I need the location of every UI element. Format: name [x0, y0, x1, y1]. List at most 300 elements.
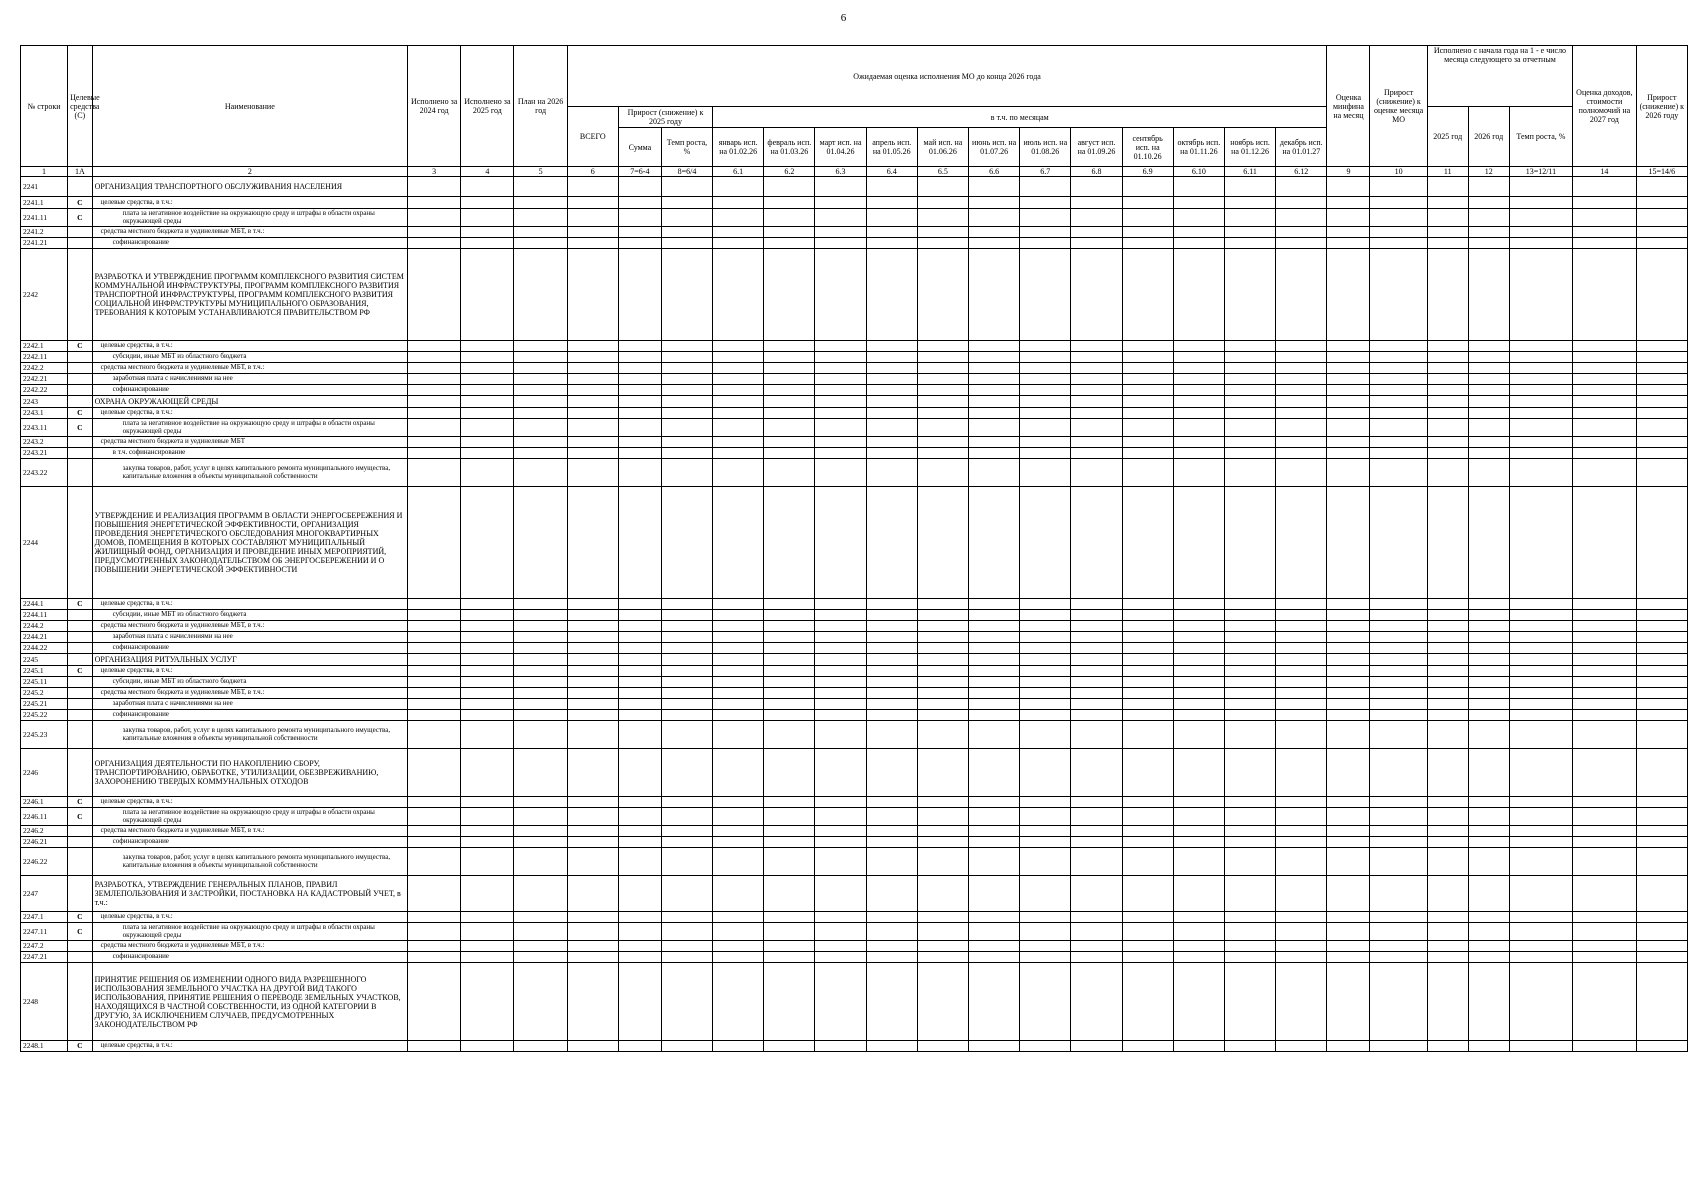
value-cell[interactable]	[618, 699, 661, 710]
value-cell[interactable]	[567, 448, 618, 459]
value-cell[interactable]	[815, 599, 866, 610]
value-cell[interactable]	[1573, 396, 1636, 408]
value-cell[interactable]	[1122, 209, 1173, 227]
value-cell[interactable]	[514, 209, 567, 227]
value-cell[interactable]	[713, 385, 764, 396]
value-cell[interactable]	[866, 876, 917, 912]
value-cell[interactable]	[1020, 941, 1071, 952]
value-cell[interactable]	[1327, 341, 1370, 352]
value-cell[interactable]	[408, 249, 461, 341]
value-cell[interactable]	[1427, 643, 1468, 654]
value-cell[interactable]	[1427, 654, 1468, 666]
value-cell[interactable]	[815, 632, 866, 643]
value-cell[interactable]	[1327, 374, 1370, 385]
value-cell[interactable]	[514, 643, 567, 654]
value-cell[interactable]	[1427, 941, 1468, 952]
value-cell[interactable]	[764, 599, 815, 610]
value-cell[interactable]	[713, 610, 764, 621]
value-cell[interactable]	[917, 721, 968, 749]
value-cell[interactable]	[1573, 238, 1636, 249]
value-cell[interactable]	[514, 837, 567, 848]
value-cell[interactable]	[514, 688, 567, 699]
value-cell[interactable]	[1636, 396, 1687, 408]
value-cell[interactable]	[408, 238, 461, 249]
value-cell[interactable]	[1071, 374, 1122, 385]
value-cell[interactable]	[1020, 710, 1071, 721]
value-cell[interactable]	[661, 385, 712, 396]
value-cell[interactable]	[461, 249, 514, 341]
value-cell[interactable]	[969, 710, 1020, 721]
value-cell[interactable]	[461, 227, 514, 238]
value-cell[interactable]	[567, 699, 618, 710]
value-cell[interactable]	[969, 437, 1020, 448]
value-cell[interactable]	[917, 952, 968, 963]
value-cell[interactable]	[661, 599, 712, 610]
value-cell[interactable]	[1509, 599, 1572, 610]
value-cell[interactable]	[1636, 621, 1687, 632]
value-cell[interactable]	[1327, 923, 1370, 941]
value-cell[interactable]	[815, 710, 866, 721]
value-cell[interactable]	[1071, 941, 1122, 952]
value-cell[interactable]	[567, 341, 618, 352]
value-cell[interactable]	[461, 643, 514, 654]
value-cell[interactable]	[1468, 177, 1509, 197]
value-cell[interactable]	[567, 677, 618, 688]
value-cell[interactable]	[1173, 688, 1224, 699]
value-cell[interactable]	[764, 963, 815, 1041]
value-cell[interactable]	[1468, 1041, 1509, 1052]
value-cell[interactable]	[1468, 352, 1509, 363]
value-cell[interactable]	[917, 632, 968, 643]
value-cell[interactable]	[1071, 677, 1122, 688]
value-cell[interactable]	[567, 643, 618, 654]
value-cell[interactable]	[866, 963, 917, 1041]
value-cell[interactable]	[1509, 459, 1572, 487]
value-cell[interactable]	[1224, 666, 1275, 677]
value-cell[interactable]	[661, 876, 712, 912]
value-cell[interactable]	[1468, 374, 1509, 385]
value-cell[interactable]	[815, 610, 866, 621]
value-cell[interactable]	[866, 352, 917, 363]
value-cell[interactable]	[514, 797, 567, 808]
value-cell[interactable]	[661, 419, 712, 437]
value-cell[interactable]	[713, 419, 764, 437]
value-cell[interactable]	[713, 837, 764, 848]
value-cell[interactable]	[1276, 238, 1327, 249]
value-cell[interactable]	[1327, 621, 1370, 632]
value-cell[interactable]	[461, 912, 514, 923]
value-cell[interactable]	[514, 437, 567, 448]
value-cell[interactable]	[1427, 808, 1468, 826]
value-cell[interactable]	[969, 654, 1020, 666]
value-cell[interactable]	[1573, 177, 1636, 197]
value-cell[interactable]	[866, 1041, 917, 1052]
value-cell[interactable]	[1224, 419, 1275, 437]
value-cell[interactable]	[1020, 837, 1071, 848]
value-cell[interactable]	[1173, 437, 1224, 448]
value-cell[interactable]	[661, 688, 712, 699]
value-cell[interactable]	[567, 963, 618, 1041]
value-cell[interactable]	[815, 677, 866, 688]
value-cell[interactable]	[1327, 688, 1370, 699]
value-cell[interactable]	[815, 923, 866, 941]
value-cell[interactable]	[713, 721, 764, 749]
value-cell[interactable]	[618, 177, 661, 197]
value-cell[interactable]	[1071, 249, 1122, 341]
value-cell[interactable]	[514, 249, 567, 341]
value-cell[interactable]	[1173, 238, 1224, 249]
value-cell[interactable]	[969, 459, 1020, 487]
value-cell[interactable]	[567, 209, 618, 227]
value-cell[interactable]	[461, 1041, 514, 1052]
value-cell[interactable]	[461, 459, 514, 487]
value-cell[interactable]	[1122, 876, 1173, 912]
value-cell[interactable]	[1636, 826, 1687, 837]
value-cell[interactable]	[917, 419, 968, 437]
value-cell[interactable]	[1020, 385, 1071, 396]
value-cell[interactable]	[764, 749, 815, 797]
value-cell[interactable]	[764, 352, 815, 363]
value-cell[interactable]	[764, 710, 815, 721]
value-cell[interactable]	[1509, 385, 1572, 396]
value-cell[interactable]	[661, 487, 712, 599]
value-cell[interactable]	[1509, 688, 1572, 699]
value-cell[interactable]	[764, 197, 815, 209]
value-cell[interactable]	[1327, 1041, 1370, 1052]
value-cell[interactable]	[1122, 385, 1173, 396]
value-cell[interactable]	[1636, 448, 1687, 459]
value-cell[interactable]	[1020, 699, 1071, 710]
value-cell[interactable]	[1573, 749, 1636, 797]
value-cell[interactable]	[1509, 941, 1572, 952]
value-cell[interactable]	[1327, 599, 1370, 610]
value-cell[interactable]	[1276, 363, 1327, 374]
value-cell[interactable]	[514, 963, 567, 1041]
value-cell[interactable]	[917, 688, 968, 699]
value-cell[interactable]	[764, 448, 815, 459]
value-cell[interactable]	[1636, 848, 1687, 876]
value-cell[interactable]	[567, 363, 618, 374]
value-cell[interactable]	[1327, 177, 1370, 197]
value-cell[interactable]	[815, 699, 866, 710]
value-cell[interactable]	[461, 666, 514, 677]
value-cell[interactable]	[1468, 385, 1509, 396]
value-cell[interactable]	[866, 848, 917, 876]
value-cell[interactable]	[969, 749, 1020, 797]
value-cell[interactable]	[1370, 826, 1427, 837]
value-cell[interactable]	[1071, 459, 1122, 487]
value-cell[interactable]	[461, 677, 514, 688]
value-cell[interactable]	[917, 876, 968, 912]
value-cell[interactable]	[567, 721, 618, 749]
value-cell[interactable]	[713, 797, 764, 808]
value-cell[interactable]	[764, 363, 815, 374]
value-cell[interactable]	[514, 352, 567, 363]
value-cell[interactable]	[1122, 419, 1173, 437]
value-cell[interactable]	[661, 610, 712, 621]
value-cell[interactable]	[866, 632, 917, 643]
value-cell[interactable]	[815, 654, 866, 666]
value-cell[interactable]	[1573, 227, 1636, 238]
value-cell[interactable]	[618, 941, 661, 952]
value-cell[interactable]	[969, 808, 1020, 826]
value-cell[interactable]	[618, 666, 661, 677]
value-cell[interactable]	[661, 459, 712, 487]
value-cell[interactable]	[1370, 1041, 1427, 1052]
value-cell[interactable]	[917, 408, 968, 419]
value-cell[interactable]	[1509, 238, 1572, 249]
value-cell[interactable]	[1370, 209, 1427, 227]
value-cell[interactable]	[1173, 749, 1224, 797]
value-cell[interactable]	[866, 749, 917, 797]
value-cell[interactable]	[1427, 448, 1468, 459]
value-cell[interactable]	[661, 654, 712, 666]
value-cell[interactable]	[917, 837, 968, 848]
value-cell[interactable]	[461, 749, 514, 797]
value-cell[interactable]	[1327, 699, 1370, 710]
value-cell[interactable]	[866, 419, 917, 437]
value-cell[interactable]	[1020, 448, 1071, 459]
value-cell[interactable]	[1370, 876, 1427, 912]
value-cell[interactable]	[764, 227, 815, 238]
value-cell[interactable]	[1071, 610, 1122, 621]
value-cell[interactable]	[1276, 643, 1327, 654]
value-cell[interactable]	[1122, 848, 1173, 876]
value-cell[interactable]	[461, 352, 514, 363]
value-cell[interactable]	[866, 408, 917, 419]
value-cell[interactable]	[1427, 209, 1468, 227]
value-cell[interactable]	[661, 352, 712, 363]
value-cell[interactable]	[618, 599, 661, 610]
value-cell[interactable]	[661, 374, 712, 385]
value-cell[interactable]	[661, 238, 712, 249]
value-cell[interactable]	[1636, 385, 1687, 396]
value-cell[interactable]	[1224, 826, 1275, 837]
value-cell[interactable]	[661, 197, 712, 209]
value-cell[interactable]	[1071, 1041, 1122, 1052]
value-cell[interactable]	[866, 363, 917, 374]
value-cell[interactable]	[1427, 632, 1468, 643]
value-cell[interactable]	[1020, 666, 1071, 677]
value-cell[interactable]	[1370, 419, 1427, 437]
value-cell[interactable]	[815, 749, 866, 797]
value-cell[interactable]	[1468, 238, 1509, 249]
value-cell[interactable]	[1573, 808, 1636, 826]
value-cell[interactable]	[1573, 654, 1636, 666]
value-cell[interactable]	[461, 710, 514, 721]
value-cell[interactable]	[661, 808, 712, 826]
value-cell[interactable]	[1636, 197, 1687, 209]
value-cell[interactable]	[1573, 797, 1636, 808]
value-cell[interactable]	[815, 848, 866, 876]
value-cell[interactable]	[1370, 408, 1427, 419]
value-cell[interactable]	[917, 610, 968, 621]
value-cell[interactable]	[969, 385, 1020, 396]
value-cell[interactable]	[866, 666, 917, 677]
value-cell[interactable]	[1636, 177, 1687, 197]
value-cell[interactable]	[461, 487, 514, 599]
value-cell[interactable]	[1636, 699, 1687, 710]
value-cell[interactable]	[1468, 621, 1509, 632]
value-cell[interactable]	[661, 666, 712, 677]
value-cell[interactable]	[1276, 408, 1327, 419]
value-cell[interactable]	[764, 808, 815, 826]
value-cell[interactable]	[1276, 837, 1327, 848]
value-cell[interactable]	[917, 249, 968, 341]
value-cell[interactable]	[1370, 363, 1427, 374]
value-cell[interactable]	[461, 621, 514, 632]
value-cell[interactable]	[969, 396, 1020, 408]
value-cell[interactable]	[1173, 610, 1224, 621]
value-cell[interactable]	[514, 912, 567, 923]
value-cell[interactable]	[815, 227, 866, 238]
value-cell[interactable]	[408, 599, 461, 610]
value-cell[interactable]	[917, 363, 968, 374]
value-cell[interactable]	[969, 374, 1020, 385]
value-cell[interactable]	[1573, 666, 1636, 677]
value-cell[interactable]	[408, 621, 461, 632]
value-cell[interactable]	[1173, 419, 1224, 437]
value-cell[interactable]	[1636, 797, 1687, 808]
value-cell[interactable]	[408, 632, 461, 643]
value-cell[interactable]	[1573, 599, 1636, 610]
value-cell[interactable]	[1173, 826, 1224, 837]
value-cell[interactable]	[1468, 396, 1509, 408]
value-cell[interactable]	[1173, 249, 1224, 341]
value-cell[interactable]	[1122, 437, 1173, 448]
value-cell[interactable]	[1370, 459, 1427, 487]
value-cell[interactable]	[1573, 941, 1636, 952]
value-cell[interactable]	[408, 826, 461, 837]
value-cell[interactable]	[764, 1041, 815, 1052]
value-cell[interactable]	[1509, 437, 1572, 448]
value-cell[interactable]	[461, 837, 514, 848]
value-cell[interactable]	[618, 448, 661, 459]
value-cell[interactable]	[1020, 419, 1071, 437]
value-cell[interactable]	[969, 197, 1020, 209]
value-cell[interactable]	[1370, 699, 1427, 710]
value-cell[interactable]	[764, 408, 815, 419]
value-cell[interactable]	[408, 721, 461, 749]
value-cell[interactable]	[764, 912, 815, 923]
value-cell[interactable]	[1468, 912, 1509, 923]
value-cell[interactable]	[866, 610, 917, 621]
value-cell[interactable]	[1071, 621, 1122, 632]
value-cell[interactable]	[514, 941, 567, 952]
value-cell[interactable]	[1020, 249, 1071, 341]
value-cell[interactable]	[408, 912, 461, 923]
value-cell[interactable]	[567, 826, 618, 837]
value-cell[interactable]	[1427, 688, 1468, 699]
value-cell[interactable]	[713, 197, 764, 209]
value-cell[interactable]	[969, 177, 1020, 197]
value-cell[interactable]	[567, 710, 618, 721]
value-cell[interactable]	[661, 963, 712, 1041]
value-cell[interactable]	[1276, 249, 1327, 341]
value-cell[interactable]	[1509, 912, 1572, 923]
value-cell[interactable]	[514, 238, 567, 249]
value-cell[interactable]	[1509, 677, 1572, 688]
value-cell[interactable]	[1276, 677, 1327, 688]
value-cell[interactable]	[1327, 209, 1370, 227]
value-cell[interactable]	[514, 396, 567, 408]
value-cell[interactable]	[1224, 487, 1275, 599]
value-cell[interactable]	[408, 1041, 461, 1052]
value-cell[interactable]	[1276, 710, 1327, 721]
value-cell[interactable]	[1224, 448, 1275, 459]
value-cell[interactable]	[1122, 396, 1173, 408]
value-cell[interactable]	[917, 710, 968, 721]
value-cell[interactable]	[567, 459, 618, 487]
value-cell[interactable]	[1071, 419, 1122, 437]
value-cell[interactable]	[866, 197, 917, 209]
value-cell[interactable]	[1327, 643, 1370, 654]
value-cell[interactable]	[1020, 1041, 1071, 1052]
value-cell[interactable]	[461, 848, 514, 876]
value-cell[interactable]	[1573, 408, 1636, 419]
value-cell[interactable]	[1573, 197, 1636, 209]
value-cell[interactable]	[1173, 848, 1224, 876]
value-cell[interactable]	[1327, 419, 1370, 437]
value-cell[interactable]	[618, 385, 661, 396]
value-cell[interactable]	[1509, 826, 1572, 837]
value-cell[interactable]	[567, 632, 618, 643]
value-cell[interactable]	[764, 341, 815, 352]
value-cell[interactable]	[1224, 912, 1275, 923]
value-cell[interactable]	[661, 677, 712, 688]
value-cell[interactable]	[514, 459, 567, 487]
value-cell[interactable]	[1173, 599, 1224, 610]
value-cell[interactable]	[1224, 209, 1275, 227]
value-cell[interactable]	[1122, 808, 1173, 826]
value-cell[interactable]	[1427, 197, 1468, 209]
value-cell[interactable]	[1327, 363, 1370, 374]
value-cell[interactable]	[461, 699, 514, 710]
value-cell[interactable]	[1636, 408, 1687, 419]
value-cell[interactable]	[917, 808, 968, 826]
value-cell[interactable]	[1224, 654, 1275, 666]
value-cell[interactable]	[1173, 621, 1224, 632]
value-cell[interactable]	[764, 238, 815, 249]
value-cell[interactable]	[917, 437, 968, 448]
value-cell[interactable]	[1468, 459, 1509, 487]
value-cell[interactable]	[1071, 599, 1122, 610]
value-cell[interactable]	[969, 599, 1020, 610]
value-cell[interactable]	[618, 808, 661, 826]
value-cell[interactable]	[1276, 912, 1327, 923]
value-cell[interactable]	[1509, 341, 1572, 352]
value-cell[interactable]	[408, 654, 461, 666]
value-cell[interactable]	[618, 352, 661, 363]
value-cell[interactable]	[713, 710, 764, 721]
value-cell[interactable]	[1224, 643, 1275, 654]
value-cell[interactable]	[514, 448, 567, 459]
value-cell[interactable]	[1173, 721, 1224, 749]
value-cell[interactable]	[1276, 610, 1327, 621]
value-cell[interactable]	[1173, 227, 1224, 238]
value-cell[interactable]	[661, 837, 712, 848]
value-cell[interactable]	[917, 699, 968, 710]
value-cell[interactable]	[1370, 448, 1427, 459]
value-cell[interactable]	[1071, 699, 1122, 710]
value-cell[interactable]	[1636, 487, 1687, 599]
value-cell[interactable]	[1468, 797, 1509, 808]
value-cell[interactable]	[969, 643, 1020, 654]
value-cell[interactable]	[408, 177, 461, 197]
value-cell[interactable]	[1370, 385, 1427, 396]
value-cell[interactable]	[1122, 341, 1173, 352]
value-cell[interactable]	[567, 396, 618, 408]
